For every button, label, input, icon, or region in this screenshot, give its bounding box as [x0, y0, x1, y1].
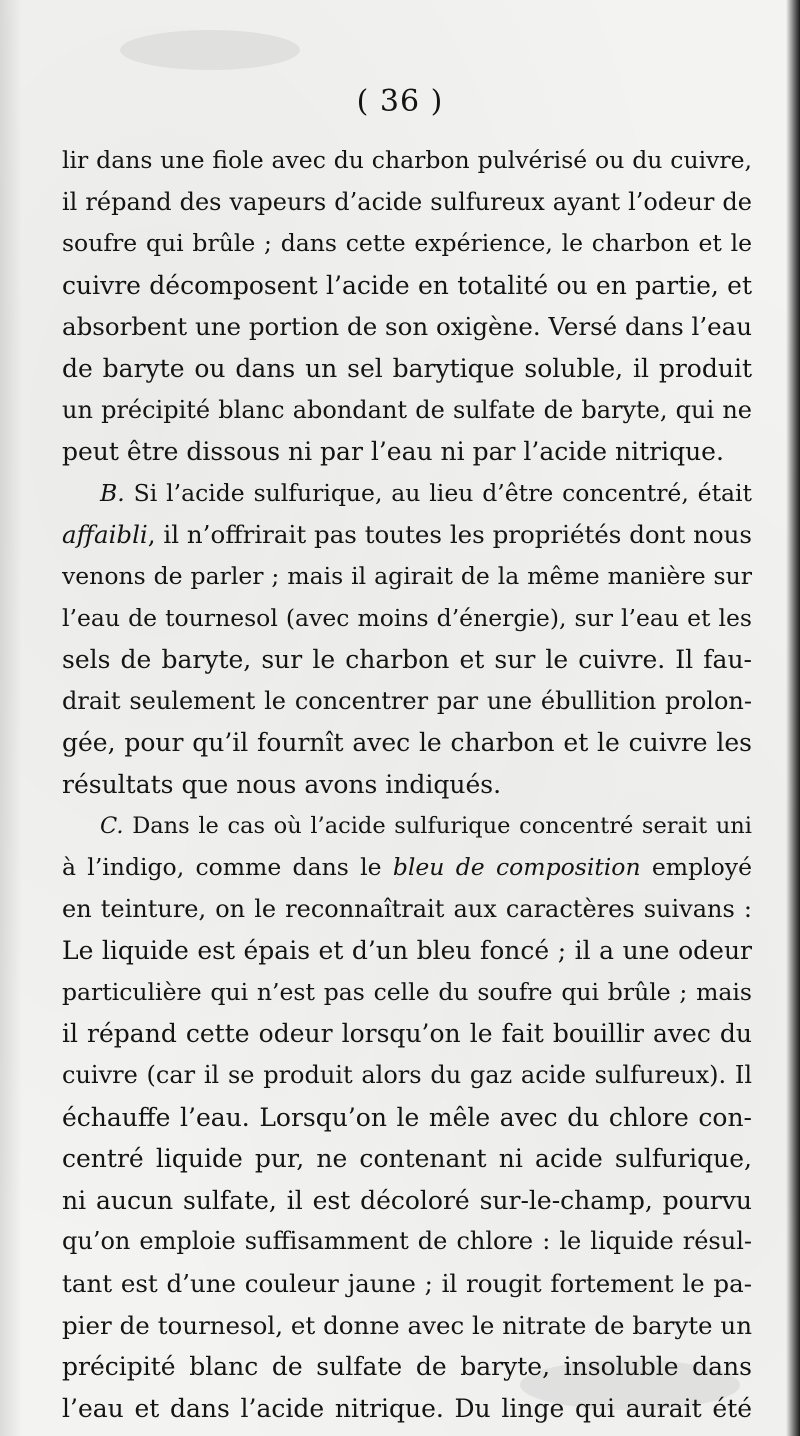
text-line: cuivre décomposent l’acide en totalité ou en partie, et	[62, 270, 752, 300]
page-number: ( 36 )	[356, 84, 444, 119]
paragraph-start: C. Dans le cas où l’acide sulfurique concentré serait uni	[100, 812, 752, 839]
text-line: il répand des vapeurs d’acide sulfureux ayant l’odeur de	[62, 187, 752, 216]
text-line: qu’on emploie suffisamment de chlore : le liquide résul-	[62, 1227, 752, 1256]
text-line: soufre qui brûle ; dans cette expérience, le charbon et le	[62, 229, 752, 258]
text-line: il répand cette odeur lorsqu’on le fait bouillir avec du	[62, 1019, 752, 1049]
text-line: sels de baryte, sur le charbon et sur le cuivre. Il fau-	[62, 645, 752, 675]
text-line: à l’indigo, comme dans le bleu de composition employé	[62, 853, 752, 882]
paper-stain	[120, 30, 300, 70]
text-line: l’eau de tournesol (avec moins d’énergie), sur l’eau et les	[62, 603, 752, 632]
text-line: un précipité blanc abondant de sulfate de baryte, qui ne	[62, 395, 752, 424]
text-line: Le liquide est épais et d’un bleu foncé ; il a une odeur	[62, 936, 752, 966]
text-line: de baryte ou dans un sel barytique soluble, il produit	[62, 353, 752, 383]
text-line: centré liquide pur, ne contenant ni acide sulfurique,	[62, 1144, 752, 1174]
text-line: échauffe l’eau. Lorsqu’on le mêle avec du chlore con-	[62, 1102, 752, 1132]
section-marker: B.	[100, 478, 125, 507]
text-line: absorbent une portion de son oxigène. Versé dans l’eau	[62, 312, 752, 342]
text-line: résultats que nous avons indiqués.	[62, 769, 502, 799]
text-line: cuivre (car il se produit alors du gaz acide sulfureux). Il	[62, 1061, 752, 1090]
text-line: en teinture, on le reconnaîtrait aux caractères suivans :	[62, 894, 752, 923]
body-text	[62, 140, 752, 1429]
text-line: gée, pour qu’il fournît avec le charbon et le cuivre les	[62, 728, 752, 758]
text-line: particulière qui n’est pas celle du soufre qui brûle ; mais	[62, 977, 752, 1006]
text-line: tant est d’une couleur jaune ; il rougit fortement le pa-	[62, 1269, 752, 1299]
text-line: pier de tournesol, et donne avec le nitrate de baryte un	[62, 1310, 752, 1340]
text-line: affaibli, il n’offrirait pas toutes les propriétés dont nous	[62, 520, 752, 550]
text-line: venons de parler ; mais il agirait de la même manière sur	[62, 561, 752, 590]
section-marker: C.	[100, 812, 124, 839]
text-line: peut être dissous ni par l’eau ni par l’acide nitrique.	[62, 437, 724, 467]
page-edge-shadow	[786, 0, 800, 1436]
italic-term: affaibli	[62, 520, 148, 550]
text-line: l’eau et dans l’acide nitrique. Du linge qui aurait été	[62, 1393, 752, 1423]
text-line: précipité blanc de sulfate de baryte, insoluble dans	[62, 1352, 752, 1382]
text-line: lir dans une fiole avec du charbon pulvérisé ou du cuivre,	[62, 146, 752, 174]
text-line: drait seulement le concentrer par une ébullition prolon-	[62, 686, 752, 715]
paragraph-start: B. Si l’acide sulfurique, au lieu d’être concentré, était	[100, 478, 752, 507]
text-line: ni aucun sulfate, il est décoloré sur-le-champ, pourvu	[62, 1185, 752, 1215]
italic-term: bleu de composition	[392, 853, 641, 882]
